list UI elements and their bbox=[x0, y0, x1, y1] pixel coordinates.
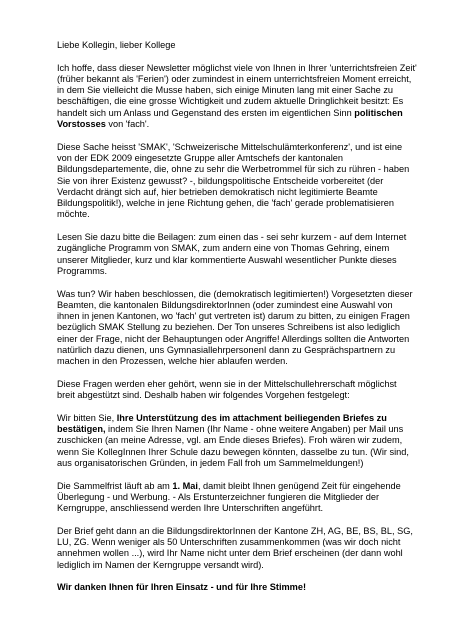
greeting: Liebe Kollegin, lieber Kollege bbox=[57, 40, 176, 50]
paragraph-deadline bbox=[57, 481, 417, 515]
support-confirmation-emphasis: Ihre Unterstützung des im attachment beiliegenden Briefes zu bestätigen, bbox=[57, 412, 387, 435]
paragraph-request-start: Wir bitten Sie, bbox=[57, 412, 117, 423]
paragraph-deadline-text: , damit bleibt Ihnen genügend Zeit für eingehende Überlegung - und Werbung. - Als Erstunterzeichner fungieren die Mitglieder der Kerngruppe, anschliessend werden Ihre Unterschriften angeführt. bbox=[57, 480, 401, 514]
letter-body bbox=[57, 40, 417, 605]
paragraph-smak: Diese Sache heisst 'SMAK', 'Schweizerische Mittelschulämterkonferenz', und ist eine von der EDK 2009 eingesetzte Gruppe aller Amtschefs der kantonalen Bildungsdepartemente, die, ohne zu sehr die Werbetrommel für sich zu rühren - haben Sie von ihrer Existenz gewusst? -, bildungspolitische Entscheide vorbereitet (der Verdacht drängt sich auf, hier betrieben demokratisch nicht legitimierte Beamte Bildungspolitik!), welche in jene Richtung gehen, die 'fach' gerade problematisieren möchte. bbox=[57, 141, 410, 220]
paragraph-intro-text: Ich hoffe, dass dieser Newsletter möglichst viele von Ihnen in Ihrer 'unterrichtsfreien Zeit' (früher bekannt als 'Ferien') oder zumindest in einem unterrichtsfreien Moment erreicht, in dem Sie vielleicht die Musse haben, sich einige Minuten lang mit einer Sache zu beschäftigen, die eine grosse Wichtigkeit und zudem aktuelle Dringlichkeit besitzt: Es handelt sich um Anlass und Gegenstand des ersten im eigentlichen Sinn bbox=[57, 62, 417, 118]
paragraph-attachments: Lesen Sie dazu bitte die Beilagen: zum einen das - sei sehr kurzem - auf dem Internet zugängliche Programm von SMAK, zum andern eine von Thomas Gehring, einem unserer Mitglieder, kurz und klar kommentierte Auswahl wesentlicher Punkte dieses Programms. bbox=[57, 232, 407, 276]
deadline-date: 1. Mai bbox=[172, 480, 198, 491]
paragraph-distribution: Der Brief geht dann an die BildungsdirektorInnen der Kantone ZH, AG, BE, BS, BL, SG, LU, ZG. Wenn weniger als 50 Unterschriften zusammenkommen (was wir doch nicht annehmen wollen ...), wird Ihr Name nicht unter dem Brief erscheinen (der dann wohl lediglich im Namen der Kerngruppe versandt wird). bbox=[57, 525, 413, 570]
paragraph-intro bbox=[57, 63, 417, 131]
paragraph-request bbox=[57, 413, 417, 469]
paragraph-deadline-start: Die Sammelfrist läuft ab am bbox=[57, 480, 173, 491]
paragraph-procedure: Diese Fragen werden eher gehört, wenn sie in der Mittelschullehrerschaft möglichst breit abgestützt sind. Deshalb haben wir folgendes Vorgehen festgelegt: bbox=[57, 378, 397, 401]
paragraph-what-to-do: Was tun? Wir haben beschlossen, die (demokratisch legitimierten!) Vorgesetzten dieser Beamten, die kantonalen BildungsdirektorInnen (oder zumindest eine Auswahl von ihnen in jenen Kantonen, wo 'fach' gut vertreten ist) darum zu bitten, zu einigen Fragen bezüglich SMAK Stellung zu beziehen. Der Ton unseres Schreibens ist also lediglich einer der Frage, nicht der Behauptungen oder Angriffe! Allerdings sollten die Antworten natürlich dazu dienen, uns GymnasiallehrpersonenI dann zu Gesprächspartnern zu machen in den Prozessen, welche hier ablaufen werden. bbox=[57, 288, 413, 367]
paragraph-request-text: indem Sie Ihren Namen (Ihr Name - ohne weitere Angaben) per Mail uns zuschicken (an meine Adresse, vgl. am Ende dieses Briefes). Froh wären wir zudem, wenn Sie KollegInnen Ihrer Schule dazu bewegen könnten, dasselbe zu tun. (Wir sind, aus organisatorischen Gründen, in jedem Fall froh um Sammelmeldungen!) bbox=[57, 424, 409, 468]
paragraph-intro-end: von 'fach'. bbox=[105, 119, 150, 130]
closing-thanks: Wir danken Ihnen für Ihren Einsatz - und für Ihre Stimme! bbox=[57, 582, 307, 593]
political-initiative-emphasis: politischen Vorstosses bbox=[57, 107, 403, 130]
